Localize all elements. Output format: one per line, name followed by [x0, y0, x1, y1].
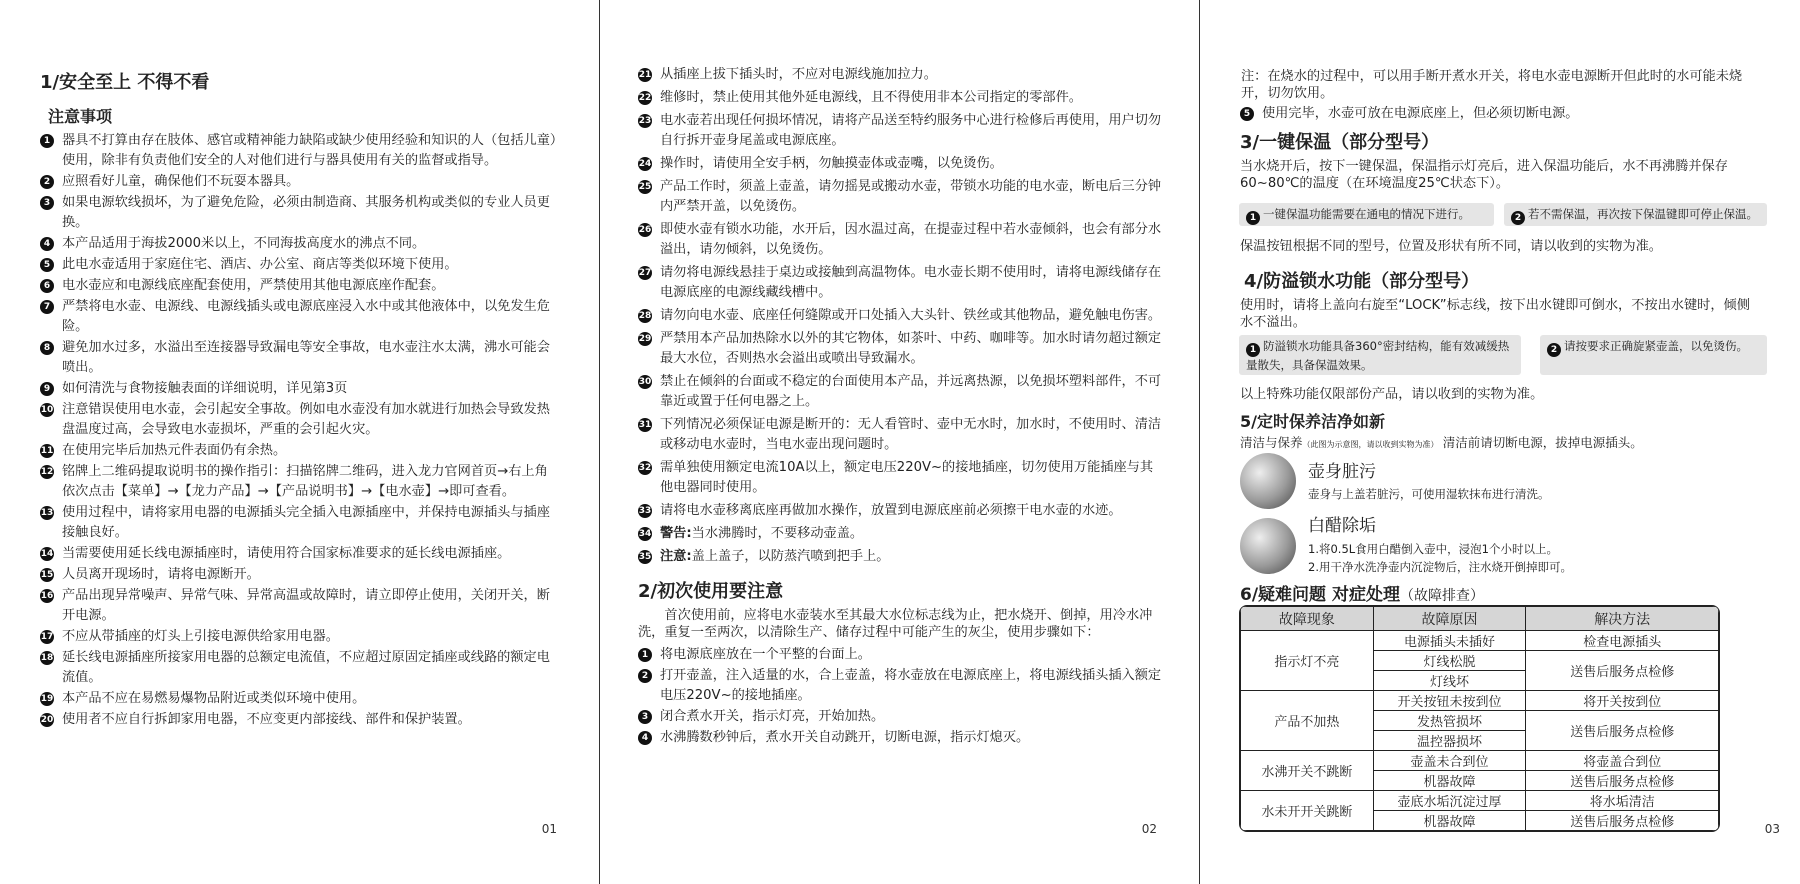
list-item — [638, 728, 1163, 748]
list-item — [638, 458, 1163, 498]
item-number: 1 — [638, 648, 652, 662]
item-text: 下列情况必须保证电源是断开的：无人看管时、壶中无水时，加水时，不使用时、清洁或移动电水壶时，当电水壶出现问题时。 — [660, 417, 1162, 452]
list-item — [40, 441, 560, 461]
solution-cell: 送售后服务点检修 — [1526, 711, 1719, 751]
descale-title: 白醋除垢 — [1308, 516, 1376, 536]
list-item — [638, 263, 1163, 303]
item-number: 23 — [638, 116, 652, 126]
item-number: 10 — [40, 405, 54, 415]
note-text: 防溢锁水功能具备360°密封结构，能有效减缓热量散失，具备保温效果。 — [1246, 339, 1510, 372]
item-text: 此电水壶适用于家庭住宅、酒店、办公室、商店等类似环境下使用。 — [62, 257, 458, 272]
item-number: 1 — [40, 134, 54, 148]
page-1 — [0, 0, 600, 884]
table-row — [1241, 791, 1719, 811]
item-number: 18 — [40, 653, 54, 663]
section-2-title: 2/初次使用要注意 — [638, 581, 784, 602]
clean-intro-rest: 清洁前请切断电源，拔掉电源插头。 — [1442, 435, 1643, 450]
item-number: 7 — [40, 300, 54, 314]
note-number: 1 — [1246, 343, 1260, 357]
page-number: 01 — [541, 822, 557, 836]
list-item — [40, 689, 560, 709]
symptom-cell: 指示灯不亮 — [1241, 631, 1374, 691]
descale-step: 2.用干净水洗净壶内沉淀物后，注水烧开倒掉即可。 — [1308, 560, 1572, 574]
item-text: 本产品不应在易燃易爆物品附近或类似环境中使用。 — [62, 691, 366, 706]
item-number: 15 — [40, 570, 54, 580]
item-text: 延长线电源插座所接家用电器的总额定电流值，不应超过原固定插座或线路的额定电流值。 — [62, 650, 550, 685]
anti-spill-note-2 — [1540, 335, 1767, 375]
notice-subtitle: 注意事项 — [48, 107, 113, 126]
list-item — [638, 645, 1163, 665]
list-item — [40, 648, 560, 688]
item-text: 请勿向电水壶、底座任何缝隙或开口处插入大头针、铁丝或其他物品，避免触电伤害。 — [660, 308, 1162, 323]
kettle-body-image — [1240, 453, 1296, 509]
item-number: 19 — [40, 694, 54, 704]
item-text: 在使用完毕后加热元件表面仍有余热。 — [62, 443, 287, 458]
item-number: 4 — [40, 237, 54, 251]
list-item — [40, 586, 560, 626]
clean-intro-main: 清洁与保养 — [1240, 435, 1303, 450]
item-number: 32 — [638, 463, 652, 473]
list-item — [40, 172, 560, 192]
solution-cell: 送售后服务点检修 — [1526, 651, 1719, 691]
keep-warm-note-2 — [1504, 203, 1767, 226]
note-text: 一键保温功能需要在通电的情况下进行。 — [1263, 207, 1470, 221]
item-text: 即使水壶有锁水功能，水开后，因水温过高，在提壶过程中若水壶倾斜，也会有部分水溢出，请勿倾斜，以免烫伤。 — [660, 222, 1162, 257]
section-2-intro: 首次使用前，应将电水壶装水至其最大水位标志线为止，把水烧开、倒掉，用冷水冲洗，重复一至两次，以清除生产、储存过程中可能产生的灰尘，使用步骤如下： — [638, 608, 1153, 640]
item-text: 使用者不应自行拆卸家用电器，不应变更内部接线、部件和保护装置。 — [62, 712, 471, 727]
item-number: 4 — [638, 731, 652, 745]
item-number: 3 — [638, 710, 652, 724]
section-6-subtitle: （故障排查） — [1399, 588, 1484, 604]
section-4-after: 以上特殊功能仅限部份产品，请以收到的实物为准。 — [1240, 387, 1544, 402]
cause-cell: 壶底水垢沉淀过厚 — [1373, 791, 1526, 811]
item-number: 14 — [40, 549, 54, 559]
list-item — [40, 338, 560, 378]
section-1-title: 1/安全至上 不得不看 — [40, 72, 210, 93]
cause-cell: 电源插头未插好 — [1373, 631, 1526, 651]
clean-body-text: 壶身与上盖若脏污，可使用湿软抹布进行清洗。 — [1308, 487, 1550, 501]
item-text: 应照看好儿童，确保他们不玩耍本器具。 — [62, 174, 300, 189]
item-number: 26 — [638, 225, 652, 235]
solution-cell: 检查电源插头 — [1526, 631, 1719, 651]
safety-list-1 — [40, 131, 560, 730]
item-number: 30 — [638, 377, 652, 387]
section-4-text: 使用时，请将上盖向右旋至“LOCK”标志线，按下出水键即可倒水，不按出水键时，倾侧水不溢出。 — [1240, 298, 1750, 330]
item-number: 22 — [638, 93, 652, 103]
list-item — [638, 306, 1163, 326]
list-item — [40, 234, 560, 254]
list-item — [638, 372, 1163, 412]
cause-cell: 发热管损坏 — [1373, 711, 1526, 731]
item-number: 5 — [40, 258, 54, 272]
note-number: 1 — [1246, 211, 1260, 225]
item-number: 31 — [638, 420, 652, 430]
item-text: 闭合煮水开关，指示灯亮，开始加热。 — [660, 709, 885, 724]
item-text: 请勿将电源线悬挂于桌边或接触到高温物体。电水壶长期不使用时，请将电源线储存在电源底座的电源线藏线槽中。 — [660, 265, 1162, 300]
item-text: 禁止在倾斜的台面或不稳定的台面使用本产品，并远离热源，以免损坏塑料部件，不可靠近或置于任何电器之上。 — [660, 374, 1162, 409]
item-number: 34 — [638, 529, 652, 539]
item-text: 当需要使用延长线电源插座时，请使用符合国家标准要求的延长线电源插座。 — [62, 546, 511, 561]
item-text: 避免加水过多，水溢出至连接器导致漏电等安全事故，电水壶注水太满，沸水可能会喷出。 — [62, 340, 550, 375]
item-number: 8 — [40, 341, 54, 355]
column-header: 故障原因 — [1373, 607, 1526, 631]
descale-step: 1.将0.5L食用白醋倒入壶中，浸泡1个小时以上。 — [1308, 542, 1558, 556]
list-item — [40, 710, 560, 730]
item-label: 警告: — [660, 526, 692, 541]
item-number: 33 — [638, 506, 652, 516]
item-text: 当水沸腾时，不要移动壶盖。 — [691, 526, 864, 541]
item-number: 28 — [638, 311, 652, 321]
vinegar-descale-image — [1240, 518, 1296, 574]
solution-cell: 将开关按到位 — [1526, 691, 1719, 711]
note-text: 请按要求正确旋紧壶盖，以免烫伤。 — [1564, 339, 1748, 353]
list-item — [638, 501, 1163, 521]
item-number: 24 — [638, 159, 652, 169]
list-item — [40, 131, 560, 171]
page-3 — [1200, 0, 1800, 884]
item-number: 16 — [40, 591, 54, 601]
page-number: 03 — [1764, 822, 1780, 836]
item-label: 注意: — [660, 549, 692, 564]
item-number: 9 — [40, 382, 54, 396]
list-item — [40, 276, 560, 296]
item-text: 盖上盖子，以防蒸汽喷到把手上。 — [691, 549, 890, 564]
item-text: 将电源底座放在一个平整的台面上。 — [660, 647, 871, 662]
item-number: 13 — [40, 508, 54, 518]
item-number: 17 — [40, 632, 54, 642]
section-3-after: 保温按钮根据不同的型号，位置及形状有所不同，请以收到的实物为准。 — [1240, 239, 1662, 254]
list-item — [40, 503, 560, 543]
column-header: 故障现象 — [1241, 607, 1374, 631]
item-number: 20 — [40, 715, 54, 725]
item-text: 使用过程中，请将家用电器的电源插头完全插入电源插座中，并保持电源插头与插座接触良好。 — [62, 505, 550, 540]
item-text: 操作时，请使用全安手柄，勿触摸壶体或壶嘴，以免烫伤。 — [660, 156, 1003, 171]
note-text: 若不需保温，再次按下保温键即可停止保温。 — [1528, 207, 1758, 221]
list-item — [40, 400, 560, 440]
item-text: 本产品适用于海拔2000米以上，不同海拔高度水的沸点不同。 — [62, 236, 426, 251]
list-item — [40, 565, 560, 585]
list-item — [40, 544, 560, 564]
list-item — [638, 88, 1163, 108]
list-item — [638, 547, 1163, 567]
table-row — [1241, 751, 1719, 771]
item-text: 器具不打算由存在肢体、感官或精神能力缺陷或缺少使用经验和知识的人（包括儿童）使用，除非有负责他们安全的人对他们进行与器具使用有关的监督或指导。 — [62, 133, 557, 168]
item-text: 注意错误使用电水壶，会引起安全事故。例如电水壶没有加水就进行加热会导致发热盘温度过高，会导致电水壶损坏，严重的会引起火灾。 — [62, 402, 550, 437]
page-2 — [600, 0, 1200, 884]
item-text: 从插座上拔下插头时，不应对电源线施加拉力。 — [660, 67, 937, 82]
section-3-title: 3/一键保温（部分型号） — [1240, 132, 1440, 153]
list-item — [638, 65, 1163, 85]
item-number: 27 — [638, 268, 652, 278]
item-number: 2 — [40, 175, 54, 189]
list-item — [40, 193, 560, 233]
item-text: 人员离开现场时，请将电源断开。 — [62, 567, 260, 582]
item-text: 不应从带插座的灯头上引接电源供给家用电器。 — [62, 629, 339, 644]
list-item — [638, 666, 1163, 706]
list-item — [638, 111, 1163, 151]
list-item — [40, 297, 560, 337]
item-text: 严禁将电水壶、电源线、电源线插头或电源底座浸入水中或其他液体中，以免发生危险。 — [62, 299, 550, 334]
symptom-cell: 产品不加热 — [1241, 691, 1374, 751]
step-5 — [1240, 104, 1760, 124]
cause-cell: 机器故障 — [1373, 771, 1526, 791]
item-text: 电水壶若出现任何损坏情况，请将产品送至特约服务中心进行检修后再使用，用户切勿自行拆开壶身尾盖或电源底座。 — [660, 113, 1162, 148]
cause-cell: 壶盖未合到位 — [1373, 751, 1526, 771]
item-text: 维修时，禁止使用其他外延电源线，且不得使用非本公司指定的零部件。 — [660, 90, 1082, 105]
item-text: 产品出现异常噪声、异常气味、异常高温或故障时，请立即停止使用，关闭开关，断开电源。 — [62, 588, 550, 623]
list-item — [638, 220, 1163, 260]
item-number: 11 — [40, 446, 54, 456]
column-header: 解决方法 — [1526, 607, 1719, 631]
table-row — [1241, 691, 1719, 711]
cause-cell: 灯线松脱 — [1373, 651, 1526, 671]
list-item — [638, 154, 1163, 174]
list-item — [638, 329, 1163, 369]
item-text: 产品工作时，须盖上壶盖，请勿摇晃或搬动水壶，带锁水功能的电水壶，断电后三分钟内严禁开盖，以免烫伤。 — [660, 179, 1162, 214]
list-item — [40, 462, 560, 502]
clean-intro-small: （此图为示意图，请以收到实物为准） — [1302, 440, 1439, 449]
list-item — [638, 177, 1163, 217]
cause-cell: 温控器损坏 — [1373, 731, 1526, 751]
step-5-text: 使用完毕，水壶可放在电源底座上，但必须切断电源。 — [1262, 106, 1579, 121]
item-text: 电水壶应和电源线底座配套使用，严禁使用其他电源底座作配套。 — [62, 278, 445, 293]
solution-cell: 送售后服务点检修 — [1526, 771, 1719, 791]
list-item — [40, 627, 560, 647]
list-item — [638, 415, 1163, 455]
cause-cell: 机器故障 — [1373, 811, 1526, 831]
section-6-title: 6/疑难问题 对症处理 — [1240, 585, 1400, 605]
item-number: 25 — [638, 182, 652, 192]
list-item — [638, 524, 1163, 544]
cause-cell: 灯线坏 — [1373, 671, 1526, 691]
clean-body-title: 壶身脏污 — [1308, 462, 1376, 482]
item-text: 严禁用本产品加热除水以外的其它物体，如茶叶、中药、咖啡等。加水时请勿超过额定最大水位，否则热水会溢出或喷出导致漏水。 — [660, 331, 1162, 366]
section-4-title: 4/防溢锁水功能（部分型号） — [1244, 271, 1480, 292]
section-5-title: 5/定时保养洁净如新 — [1240, 412, 1385, 431]
item-number: 3 — [40, 196, 54, 210]
item-number: 2 — [638, 669, 652, 683]
solution-cell: 将水垢清洁 — [1526, 791, 1719, 811]
solution-cell: 送售后服务点检修 — [1526, 811, 1719, 831]
step-5-number: 5 — [1240, 107, 1254, 121]
section-3-text: 当水烧开后，按下一键保温，保温指示灯亮后，进入保温功能后，水不再沸腾并保存60~80℃的温度（在环境温度25℃状态下）。 — [1240, 159, 1728, 191]
first-use-steps — [638, 645, 1163, 748]
anti-spill-note-1 — [1239, 335, 1521, 375]
item-text: 打开壶盖，注入适量的水，合上壶盖，将水壶放在电源底座上，将电源线插头插入额定电压220V~的接地插座。 — [660, 668, 1162, 703]
troubleshooting-table — [1239, 605, 1720, 832]
list-item — [1240, 104, 1760, 124]
item-number: 12 — [40, 467, 54, 477]
item-number: 6 — [40, 279, 54, 293]
item-text: 需单独使用额定电流10A以上，额定电压220V~的接地插座，切勿使用万能插座与其他电器同时使用。 — [660, 460, 1154, 495]
table-row — [1241, 631, 1719, 651]
symptom-cell: 水未开开关跳断 — [1241, 791, 1374, 831]
item-text: 水沸腾数秒钟后，煮水开关自动跳开，切断电源，指示灯熄灭。 — [660, 730, 1030, 745]
list-item — [40, 255, 560, 275]
item-text: 铭牌上二维码提取说明书的操作指引：扫描铭牌二维码，进入龙力官网首页→右上角依次点击【菜单】→【龙力产品】→【产品说明书】→【电水壶】→即可查看。 — [62, 464, 548, 499]
list-item — [638, 707, 1163, 727]
item-number: 21 — [638, 70, 652, 80]
note-number: 2 — [1547, 343, 1561, 357]
keep-warm-note-1 — [1239, 203, 1494, 226]
item-text: 如果电源软线损坏，为了避免危险，必须由制造商、其服务机构或类似的专业人员更换。 — [62, 195, 550, 230]
page-number: 02 — [1141, 822, 1157, 836]
cause-cell: 开关按钮未按到位 — [1373, 691, 1526, 711]
boil-note: 注：在烧水的过程中，可以用手断开煮水开关，将电水壶电源断开但此时的水可能未烧开，切勿饮用。 — [1241, 69, 1743, 101]
item-text: 请将电水壶移离底座再做加水操作，放置到电源底座前必须擦干电水壶的水迹。 — [660, 503, 1122, 518]
solution-cell: 将壶盖合到位 — [1526, 751, 1719, 771]
item-text: 如何清洗与食物接触表面的详细说明，详见第3页 — [62, 381, 348, 396]
symptom-cell: 水沸开关不跳断 — [1241, 751, 1374, 791]
safety-list-2 — [638, 65, 1163, 567]
item-number: 29 — [638, 334, 652, 344]
item-number: 35 — [638, 552, 652, 562]
list-item — [40, 379, 560, 399]
note-number: 2 — [1511, 211, 1525, 225]
